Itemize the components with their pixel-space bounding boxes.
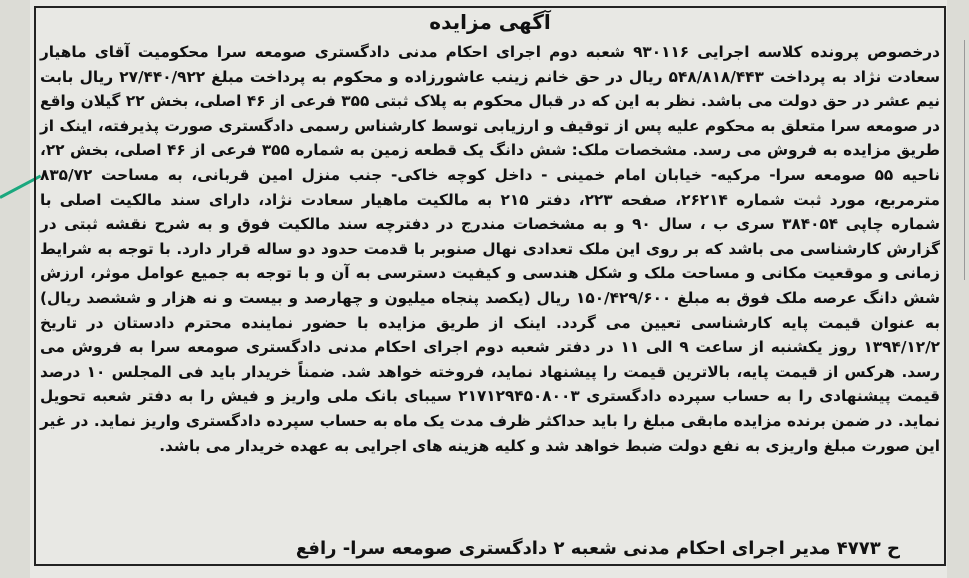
column-rule (952, 40, 965, 280)
auction-notice (40, 8, 940, 458)
notice-signature: ح ۴۷۷۳ مدیر اجرای احکام مدنی شعبه ۲ دادگستری صومعه سرا- رافع (295, 538, 900, 559)
notice-title: آگهی مزایده (429, 10, 551, 34)
notice-body: درخصوص پرونده کلاسه اجرایی ۹۳۰۱۱۶ شعبه دوم اجرای احکام مدنی دادگستری صومعه سرا محکومیت آقای ماهیار سعادت نژاد به پرداخت ۵۴۸/۸۱۸/۴۴۳ ریال در حق خانم زینب عاشورزاده و محکوم به پرداخت مبلغ ۲۷/۴۴۰/۹۲۲ ریال بابت نیم عشر در حق دولت می باشد. نظر به این که در قبال محکوم به پلاک ثبتی ۳۵۵ فرعی از ۴۶ اصلی، بخش ۲۲ گیلان واقع در صومعه سرا متعلق به محکوم علیه پس از توقیف و ارزیابی توسط کارشناس رسمی دادگستری صورت پذیرفته، اینک از طریق مزایده به فروش می رسد. مشخصات ملک: شش دانگ یک قطعه زمین به شماره ۳۵۵ فرعی از ۴۶ اصلی، بخش ۲۲، ناحیه ۵۵ صومعه سرا- مرکیه- خیابان امام خمینی - داخل کوچه خاکی- جنب منزل امین قربانی، به مساحت ۸۳۵/۷۲ مترمربع، مورد ثبت شماره ۲۶۲۱۴، صفحه ۲۲۳، دفتر ۲۱۵ به مالکیت ماهیار سعادت نژاد، دارای سند مالکیت اصلی با شماره چاپی ۳۸۴۰۵۴ سری ب ، سال ۹۰ و به مشخصات مندرج در دفترچه سند مالکیت فوق و به شرح نقشه ثبتی در گزارش کارشناسی می باشد که بر روی این ملک تعدادی نهال صنوبر با قدمت حدود دو ساله قرار دارد. با توجه به شرایط زمانی و موقعیت مکانی و مساحت ملک و شکل هندسی و کیفیت دسترسی به آن و با توجه به جمیع عوامل موثر، ارزش شش دانگ عرصه ملک فوق به مبلغ ۱۵۰/۴۲۹/۶۰۰ ریال (یکصد پنجاه میلیون و چهارصد و بیست و نه هزار و ششصد ریال) به عنوان قیمت پایه کارشناسی تعیین می گردد. اینک از طریق مزایده با حضور نماینده محترم دادستان در تاریخ ۱۳۹۴/۱۲/۲ روز یکشنبه از ساعت ۹ الی ۱۱ در دفتر شعبه دوم اجرای احکام مدنی دادگستری صومعه سرا به فروش می رسد. هرکس از قیمت پایه، بالاترین قیمت را پیشنهاد نماید، فروخته خواهد شد. ضمناً خریدار باید فی المجلس ۱۰ درصد قیمت پیشنهادی را به حساب سپرده دادگستری ۲۱۷۱۲۹۴۵۰۸۰۰۳ سیبای بانک ملی واریز و فیش را به دفتر شعبه تحویل نماید. در ضمن برنده مزایده مابقی مبلغ را باید حداکثر ظرف مدت یک ماه به حساب سپرده دادگستری واریز نماید. در غیر این صورت مبلغ واریزی به نفع دولت ضبط خواهد شد و کلیه هزینه های اجرایی به عهده خریدار می باشد. (40, 43, 941, 455)
adjacent-column-left (0, 0, 30, 578)
